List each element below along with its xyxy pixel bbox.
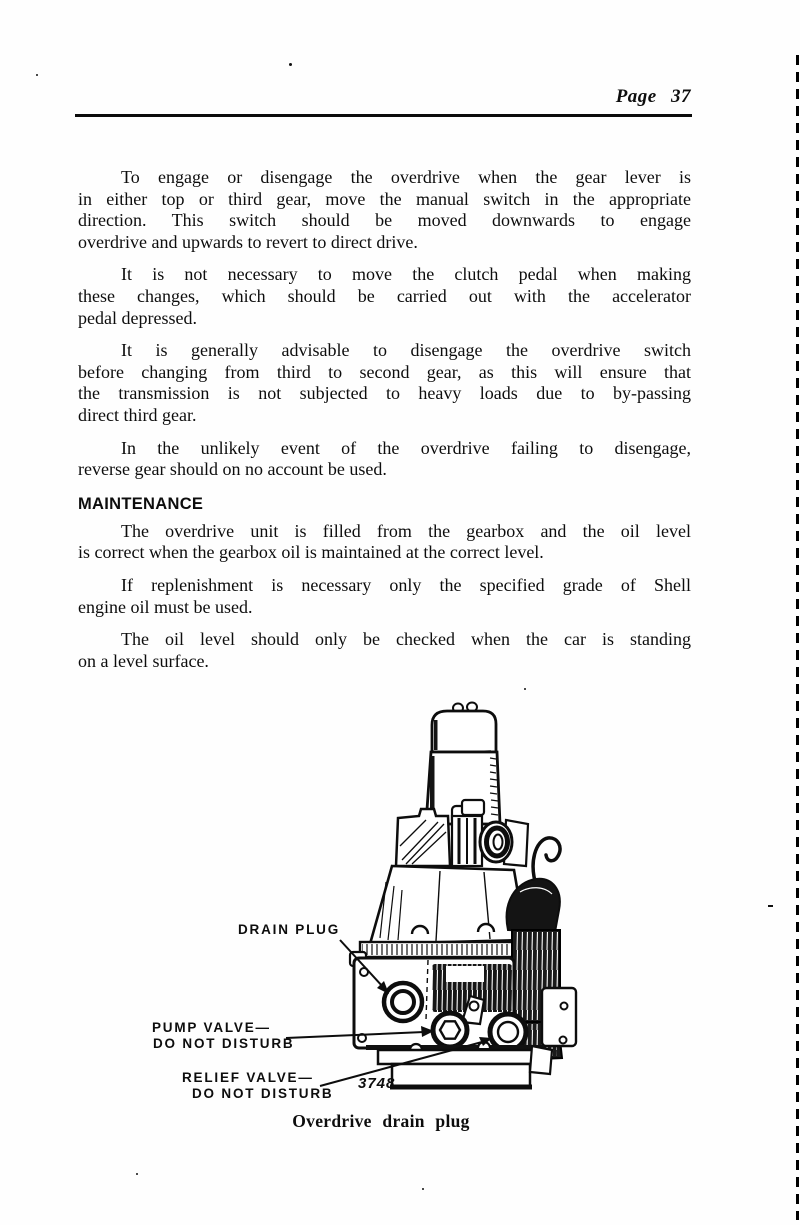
scan-page-edge	[796, 55, 799, 1220]
text-line: reverse gear should on no account be used.	[78, 459, 387, 480]
figure-number: 3748	[358, 1075, 396, 1092]
pump-valve-note-label: DO NOT DISTURB	[153, 1036, 295, 1051]
pump-valve	[433, 1013, 467, 1047]
paragraph	[78, 629, 691, 672]
pump-valve-label: PUMP VALVE—	[152, 1020, 271, 1035]
scan-speck	[768, 905, 773, 907]
scan-speck	[36, 74, 38, 76]
paragraph	[78, 521, 691, 564]
figure-caption: Overdrive drain plug	[292, 1111, 470, 1131]
page-number: Page 37	[615, 86, 691, 107]
paragraph	[78, 167, 691, 253]
body-text	[78, 167, 691, 683]
sump-housing	[350, 952, 526, 1050]
scan-speck	[524, 688, 526, 690]
maintenance-heading: MAINTENANCE	[78, 494, 204, 513]
text-line: direct third gear.	[78, 404, 197, 425]
scan-speck	[136, 1173, 138, 1175]
scan-speck	[289, 63, 292, 66]
text-line: pedal depressed.	[78, 307, 197, 328]
drain-plug-label: DRAIN PLUG	[238, 922, 340, 937]
overdrive-unit-illustration	[140, 690, 660, 1102]
text-line: before changing from third to second gear, as this will ensure that	[78, 361, 691, 382]
text-line: The overdrive unit is filled from the gearbox and the oil level	[121, 520, 691, 541]
text-line: these changes, which should be carried out with the accelerator	[78, 285, 691, 306]
relief-valve-note-label: DO NOT DISTURB	[192, 1086, 334, 1101]
text-line: It is generally advisable to disengage the overdrive switch	[121, 340, 691, 361]
text-line: on a level surface.	[78, 650, 209, 671]
text-line: In the unlikely event of the overdrive failing to disengage,	[121, 437, 691, 458]
text-line: If replenishment is necessary only the specified grade of Shell	[121, 574, 691, 595]
text-line: the transmission is not subjected to heavy loads due to by-passing	[78, 383, 691, 404]
paragraph	[78, 340, 691, 426]
text-line: direction. This switch should be moved downwards to engage	[78, 210, 691, 231]
text-line: is correct when the gearbox oil is maintained at the correct level.	[78, 542, 544, 563]
relief-valve-label: RELIEF VALVE—	[182, 1070, 314, 1085]
paragraph	[78, 264, 691, 329]
upper-body	[396, 800, 528, 866]
paragraph	[78, 575, 691, 618]
text-line: It is not necessary to move the clutch pedal when making	[121, 264, 691, 285]
text-line: overdrive and upwards to revert to direct drive.	[78, 231, 418, 252]
relief-valve	[490, 1014, 526, 1050]
text-line: To engage or disengage the overdrive when the gear lever is	[121, 167, 691, 187]
text-line: The oil level should only be checked when the car is standing	[121, 629, 691, 650]
text-line: in either top or third gear, move the manual switch in the appropriate	[78, 188, 691, 209]
paragraph	[78, 438, 691, 481]
bracket-hole	[470, 1002, 479, 1011]
drain-plug	[384, 983, 422, 1021]
header-rule	[75, 114, 692, 117]
text-line: engine oil must be used.	[78, 596, 253, 617]
scan-speck	[422, 1188, 424, 1190]
